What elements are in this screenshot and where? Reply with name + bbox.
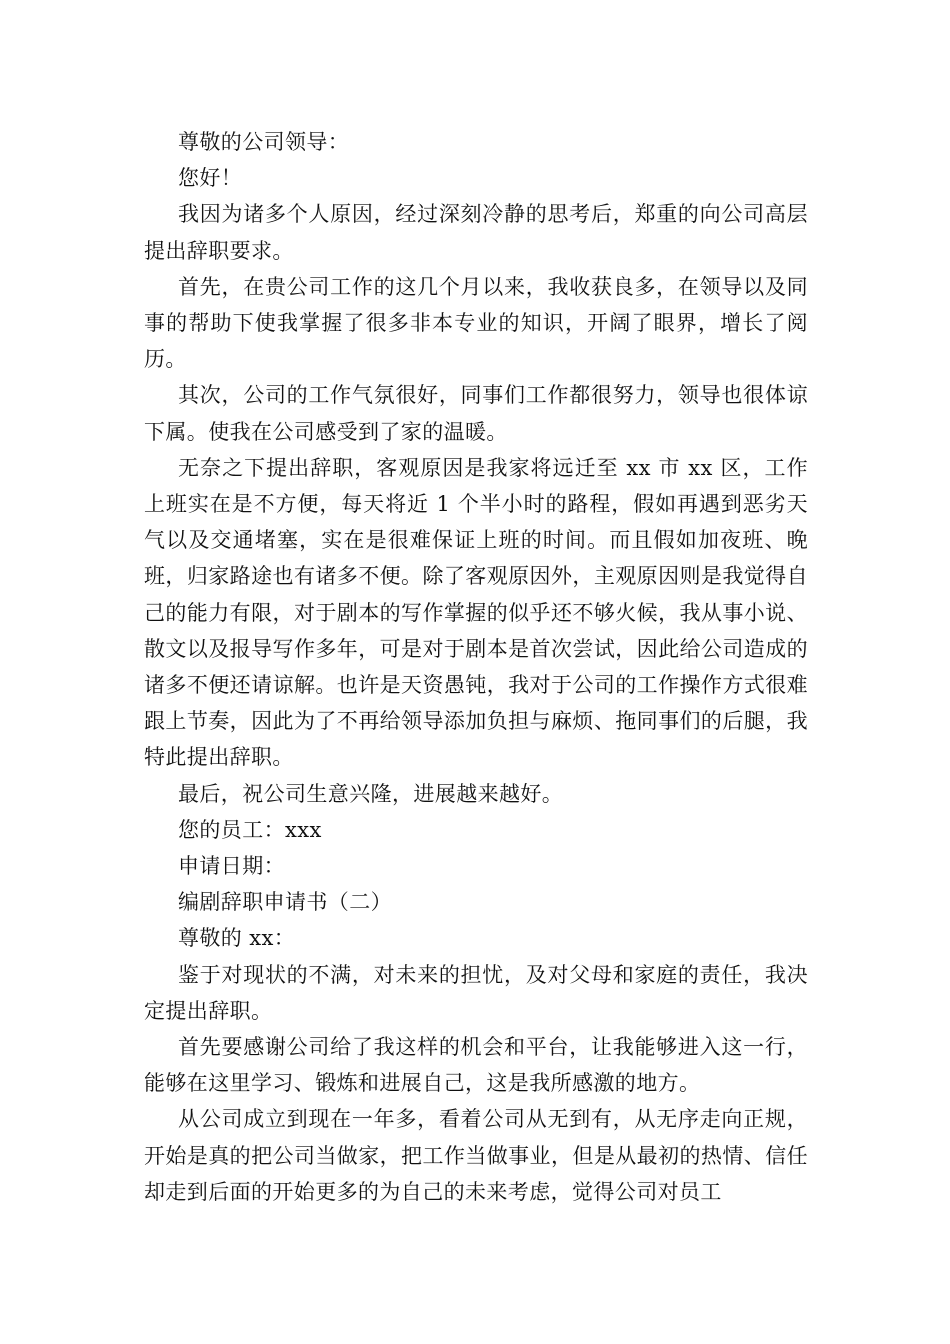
paragraph: 从公司成立到现在一年多，看着公司从无到有，从无序走向正规，开始是真的把公司当做家，把工作当做事业，但是从最初的热情、信任却走到后面的开始更多的为自己的未来考虑，觉得公司对员工 (144, 1107, 808, 1204)
closing-wish: 最后，祝公司生意兴隆，进展越来越好。 (178, 781, 564, 806)
salutation: 尊敬的公司领导： (178, 130, 350, 154)
paragraph: 首先，在贵公司工作的这几个月以来，我收获良多，在领导以及同事的帮助下使我掌握了很多非本专业的知识，开阔了眼界，增长了阅历。 (144, 274, 808, 372)
paragraph: 首先要感谢公司给了我这样的机会和平台，让我能够进入这一行，能够在这里学习、锻炼和进展自己，这是我所感激的地方。 (144, 1035, 808, 1096)
paragraph: 无奈之下提出辞职，客观原因是我家将远迁至 xx 市 xx 区，工作上班实在是不方便，每天将近 1 个半小时的路程，假如再遇到恶劣天气以及交通堵塞，实在是很难保证上班的时间。而且假如加夜班、晚班，归家路途也有诸多不便。除了客观原因外，主观原因则是我觉得自己的能力有限，对于剧本的写作掌握的似乎还不够火候，我从事小说、散文以及报导写作多年，可是对于剧本是首次尝试，因此给公司造成的诸多不便还请谅解。也许是天资愚钝，我对于公司的工作操作方式很难跟上节奏，因此为了不再给领导添加负担与麻烦、拖同事们的后腿，我特此提出辞职。 (144, 455, 808, 770)
application-date: 申请日期： (178, 854, 285, 879)
greeting: 您好！ (178, 166, 243, 191)
letter-body (144, 124, 808, 1210)
salutation: 尊敬的 xx： (178, 926, 296, 951)
paragraph: 我因为诸多个人原因，经过深刻冷静的思考后，郑重的向公司高层提出辞职要求。 (144, 202, 808, 263)
paragraph: 其次，公司的工作气氛很好，同事们工作都很努力，领导也很体谅下属。使我在公司感受到了家的温暖。 (144, 383, 808, 444)
paragraph: 鉴于对现状的不满，对未来的担忧，及对父母和家庭的责任，我决定提出辞职。 (144, 962, 808, 1023)
signature: 您的员工：xxx (178, 817, 322, 842)
section-title: 编剧辞职申请书（二） (178, 890, 392, 915)
